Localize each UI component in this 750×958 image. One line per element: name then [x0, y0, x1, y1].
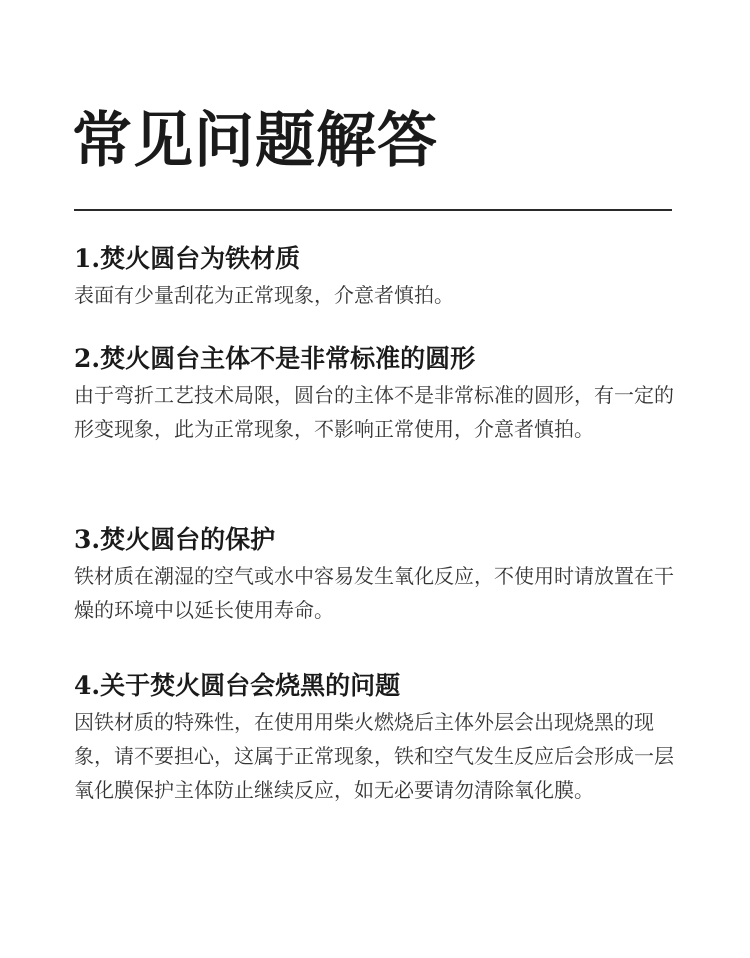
faq-item-protection [74, 523, 674, 627]
faq-answer: 因铁材质的特殊性，在使用用柴火燃烧后主体外层会出现烧黑的现象，请不要担心，这属于正常现象，铁和空气发生反应后会形成一层氧化膜保护主体防止继续反应，如无必要请勿清除氧化膜。 [74, 710, 674, 802]
faq-answer: 铁材质在潮湿的空气或水中容易发生氧化反应，不使用时请放置在干燥的环境中以延长使用寿命。 [74, 564, 674, 622]
faq-item-blackening [74, 669, 674, 807]
faq-answer: 由于弯折工艺技术局限，圆台的主体不是非常标准的圆形，有一定的形变现象，此为正常现象，不影响正常使用，介意者慎拍。 [74, 383, 674, 441]
faq-item-iron-material [74, 242, 674, 312]
faq-question: 3.焚火圆台的保护 [74, 525, 276, 554]
faq-question: 4.关于焚火圆台会烧黑的问题 [74, 671, 401, 700]
faq-question: 1.焚火圆台为铁材质 [74, 244, 301, 273]
faq-item-not-perfect-circle [74, 342, 674, 446]
page-title: 常见问题解答 [72, 106, 438, 176]
title-divider [74, 209, 672, 211]
faq-answer: 表面有少量刮花为正常现象，介意者慎拍。 [74, 283, 454, 307]
faq-question: 2.焚火圆台主体不是非常标准的圆形 [74, 344, 476, 373]
